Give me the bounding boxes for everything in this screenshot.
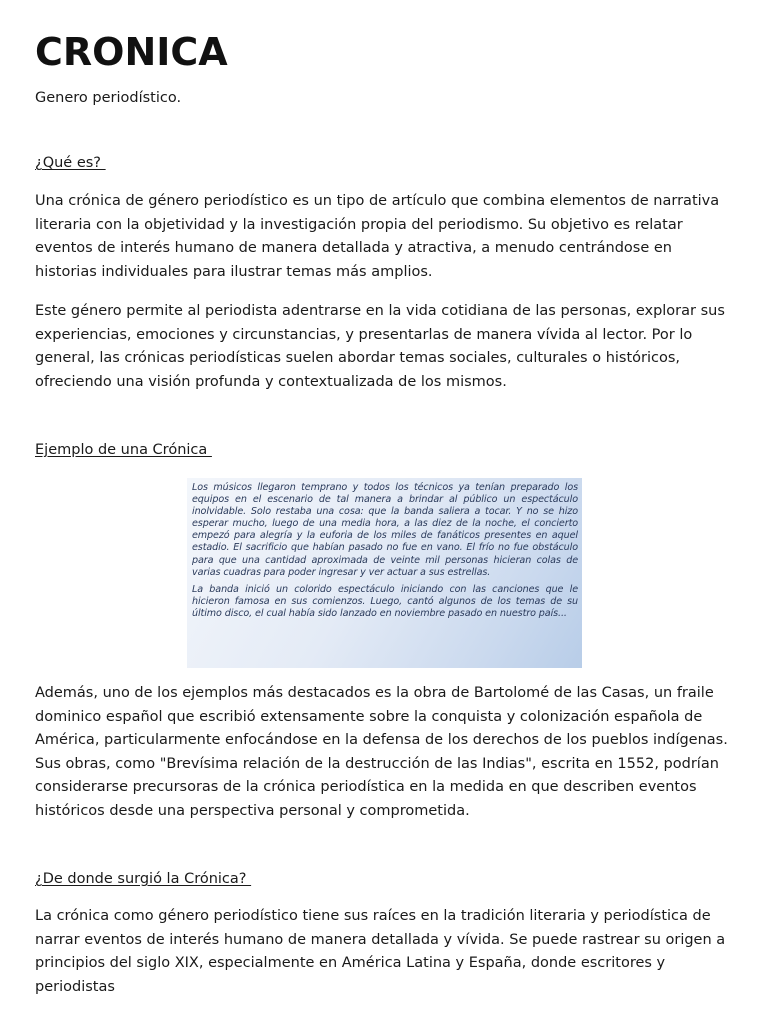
- page-subtitle: Genero periodístico.: [35, 90, 182, 106]
- section-heading-que-es: ¿Qué es?: [35, 155, 106, 171]
- page-title: CRONICA: [35, 30, 228, 74]
- section-heading-ejemplo: Ejemplo de una Crónica: [35, 442, 212, 458]
- paragraph: Una crónica de género periodístico es un tipo de artículo que combina elementos de narrativa literaria con la objetividad y la investigación propia del periodismo. Su objetivo es relatar eventos de interés humano de manera detallada y atractiva, a menudo centrándose en historias individuales para ilustrar temas más amplios.: [35, 193, 720, 280]
- example-image-paragraph: Los músicos llegaron temprano y todos los técnicos ya tenían preparado los equipos en el escenario de tal manera a brindar al público un espectáculo inolvidable. Solo restaba una cosa: que la banda saliera a tocar. Y no se hizo esperar mucho, luego de una media hora, a las diez de la noche, el concierto empezó para alegría y la euforia de los miles de fanáticos presentes en aquel estadio. El sacrificio que habían pasado no fue en vano. El frío no fue obstáculo para que una cantidad aproximada de veinte mil personas hicieran colas de varias cuadras para poder ingresar y ver actuar a sus estrellas.: [192, 482, 578, 578]
- paragraph: La crónica como género periodístico tiene sus raíces en la tradición literaria y periodística de narrar eventos de interés humano de manera detallada y vívida. Se puede rastrear su origen a principios del siglo XIX, especialmente en América Latina y España, donde escritores y periodistas: [35, 908, 726, 995]
- example-image-paragraph: La banda inició un colorido espectáculo iniciando con las canciones que le hicieron famosa en sus comienzos. Luego, cantó algunos de los temas de su último disco, el cual había sido lanzado en noviembre pasado en nuestro país...: [192, 583, 578, 619]
- paragraph: Este género permite al periodista adentrarse en la vida cotidiana de las personas, explorar sus experiencias, emociones y circunstancias, y presentarlas de manera vívida al lector. Por lo general, las crónicas periodísticas suelen abordar temas sociales, culturales o históricos, ofreciendo una visión profunda y contextualizada de los mismos.: [35, 303, 725, 390]
- example-cronica-image: [187, 478, 582, 668]
- section-heading-origen: ¿De donde surgió la Crónica?: [35, 871, 252, 887]
- paragraph: Además, uno de los ejemplos más destacados es la obra de Bartolomé de las Casas, un fraile dominico español que escribió extensamente sobre la conquista y colonización española de América, particularmente enfocándose en la defensa de los derechos de los pueblos indígenas. Sus obras, como "Brevísima relación de la destrucción de las Indias", escrita en 1552, podrían considerarse precursoras de la crónica periodística en la medida en que describen eventos históricos desde una perspectiva personal y comprometida.: [35, 685, 728, 819]
